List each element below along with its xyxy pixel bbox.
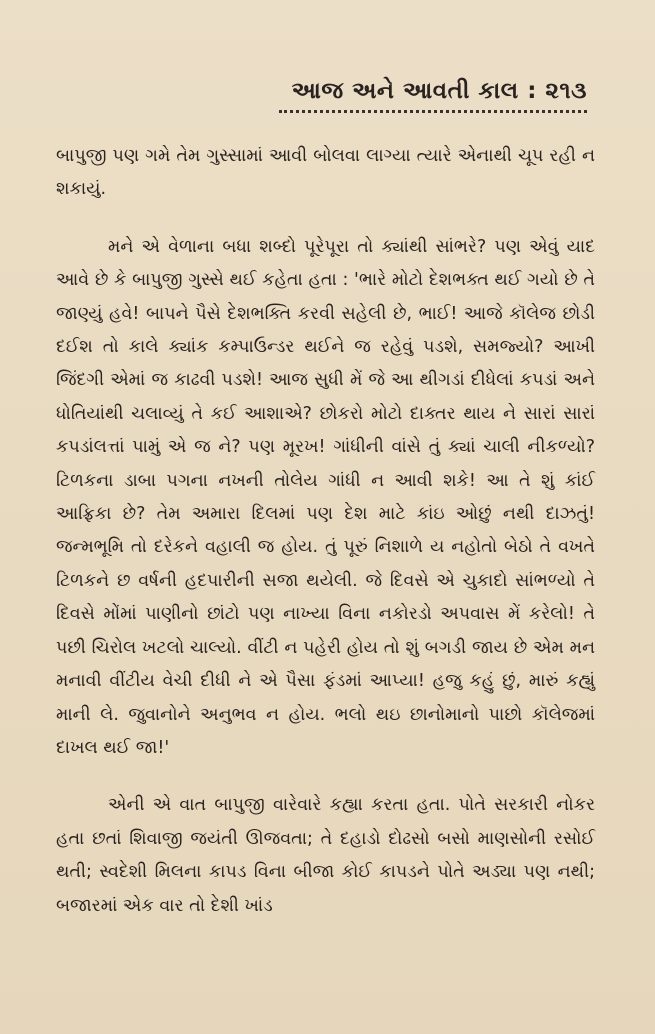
paragraph-3: એની એ વાત બાપુજી વારેવારે કહ્યા કરતા હતા. પોતે સરકારી નોકર હતા છતાં શિવાજી જયંતી ઊજવતા; તે દહાડો દોઢસો બસો માણસોની રસોઈ થતી; સ્વદેશી મિલના કાપડ વિના બીજા કોઈ કાપડને પોતે અડ્યા પણ નથી; બજારમાં એક વાર તો દેશી ખાંડ bbox=[56, 795, 595, 916]
dotted-rule bbox=[279, 110, 587, 113]
paragraph-2: મને એ વેળાના બધા શબ્દો પૂરેપૂરા તો ક્યાંથી સાંભરે? પણ એવું યાદ આવે છે કે બાપુજી ગુસ્સે થઈ કહેતા હતા : 'ભારે મોટો દેશભક્ત થઈ ગયો છે તે જાણ્યું હવે! બાપને પૈસે દેશભક્તિ કરવી સહેલી છે, ભાઈ! આજે કૉલેજ છોડી દઈશ તો કાલે ક્યાંક કમ્પાઉન્ડર થઈને જ રહેવું પડશે, સમજ્યો? આખી જિંદગી એમાં જ કાઢવી પડશે! આજ સુધી મેં જે આ થીગડાં દીધેલાં કપડાં અને ધોતિયાંથી ચલાવ્યું તે કઈ આશાએ? છોકરો મોટો દાક્તર થાય ને સારાં સારાં કપડાંલત્તાં પામું એ જ ને? પણ મૂરખ! ગાંધીની વાંસે તું ક્યાં ચાલી નીકળ્યો? ટિળકના ડાબા પગના નખની તોલેય ગાંધી ન આવી શકે! આ તે શું કાંઈ આફ્રિકા છે? તેમ અમારા દિલમાં પણ દેશ માટે કાંઇ ઓછું નથી દાઝતું! જન્મભૂમિ તો દરેકને વહાલી જ હોય. તું પૂરું નિશાળે ય નહોતો બેઠો તે વખતે ટિળકને છ વર્ષની હદપારીની સજા થયેલી. જે દિવસે એ ચુકાદો સાંભળ્યો તે દિવસે મોંમાં પાણીનો છાંટો પણ નાખ્યા વિના નકોરડો અપવાસ મેં કરેલો! તે પછી ચિરોલ ખટલો ચાલ્યો. વીંટી ન પહેરી હોય તો શું બગડી જાય છે એમ મન મનાવી વીંટીય વેચી દીધી ને એ પૈસા ફંડમાં આપ્યા! હજુ કહું છું, મારું કહ્યું માની લે. જુવાનોને અનુભવ ન હોય. ભલો થઇ છાનોમાનો પાછો કૉલેજમાં દાખલ થઈ જા!' bbox=[56, 236, 595, 758]
running-title: આજ અને આવતી કાલ : ૨૧૩ bbox=[291, 78, 587, 104]
paragraph-1: બાપુજી પણ ગમે તેમ ગુસ્સામાં આવી બોલવા લાગ્યા ત્યારે એનાથી ચૂપ રહી ન શકાયું. bbox=[56, 146, 595, 200]
running-head bbox=[279, 78, 587, 113]
body-text bbox=[56, 140, 595, 923]
